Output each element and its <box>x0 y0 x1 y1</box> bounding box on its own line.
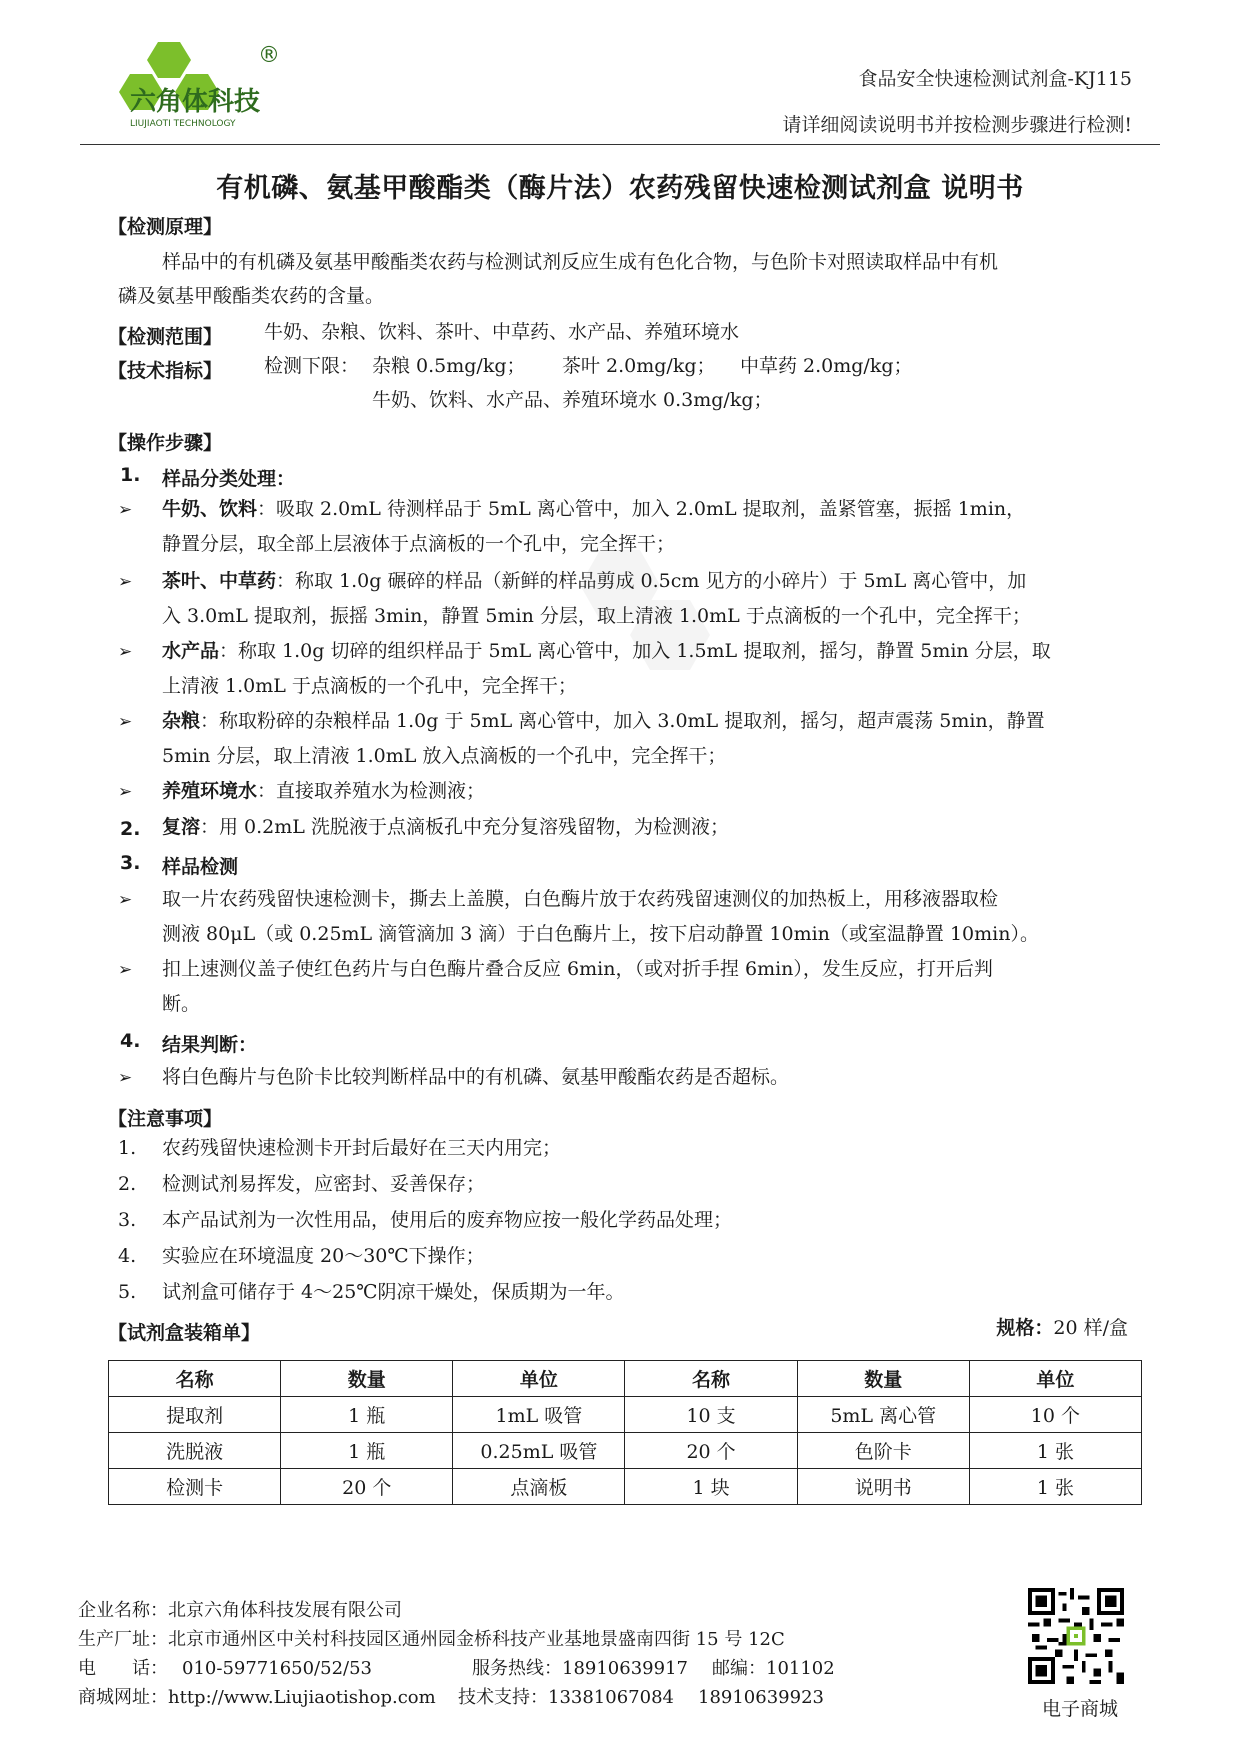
bullet-arrow-icon: ➢ <box>118 960 133 980</box>
column-header: 单位 <box>969 1361 1141 1397</box>
table-cell: 5mL 离心管 <box>797 1397 969 1433</box>
qr-label: 电子商城 <box>1041 1698 1118 1720</box>
table-cell: 1 张 <box>969 1469 1141 1505</box>
registered-mark: ® <box>258 43 280 68</box>
footer-company: 企业名称：北京六角体科技发展有限公司 <box>78 1600 402 1621</box>
tea-line-2: 入 3.0mL 提取剂，振摇 3min，静置 5min 分层，取上清液 1.0mL 于点滴板的一个孔中，完全挥干； <box>162 605 1031 627</box>
spec-label: 规格： <box>996 1317 1054 1339</box>
spec-tea: 茶叶 2.0mg/kg； <box>562 355 716 377</box>
spec-herb: 中草药 2.0mg/kg； <box>740 355 913 377</box>
milk-line-1: ：吸取 2.0mL 待测样品于 5mL 离心管中，加入 2.0mL 提取剂，盖紧管塞，振摇 1min， <box>257 498 1026 520</box>
step-1-title: 样品分类处理： <box>162 468 296 490</box>
scope-heading: 【检测范围】 <box>108 326 223 348</box>
detection-2-line-1: 扣上速测仪盖子使红色药片与白色酶片叠合反应 6min，（或对折手捏 6min），发生反应，打开后判 <box>162 958 993 980</box>
table-cell: 20 个 <box>625 1433 797 1469</box>
bullet-arrow-icon: ➢ <box>118 572 133 592</box>
shop-link[interactable]: http://www.Liujiaotishop.com <box>168 1687 436 1708</box>
notes-list <box>118 1130 732 1310</box>
table-header-row <box>109 1361 1142 1397</box>
table-row <box>109 1433 1142 1469</box>
table-cell: 10 支 <box>625 1397 797 1433</box>
company-logo <box>100 38 300 138</box>
grain-line-2: 5min 分层，取上清液 1.0mL 放入点滴板的一个孔中，完全挥干； <box>162 745 727 767</box>
tea-line-1: ：称取 1.0g 碾碎的样品（新鲜的样品剪成 0.5cm 见方的小碎片）于 5mL 离心管中，加 <box>276 570 1027 592</box>
detection-step-2 <box>162 952 1137 1022</box>
grain-procedure <box>162 704 1137 774</box>
footer-contact: 电 话： 010-59771650/52/53 服务热线：18910639917 邮编：101102 <box>78 1658 835 1679</box>
product-line: 食品安全快速检测试剂盒-KJ115 <box>858 68 1132 90</box>
result-judgement: 将白色酶片与色阶卡比较判断样品中的有机磷、氨基甲酸酯农药是否超标。 <box>162 1066 790 1088</box>
notes-heading: 【注意事项】 <box>108 1108 223 1130</box>
qr-code-icon[interactable] <box>1028 1588 1124 1684</box>
note-item: 4. 实验应在环境温度 20～30℃下操作； <box>118 1245 485 1267</box>
water-procedure <box>162 774 1137 809</box>
step-4-title: 结果判断： <box>162 1034 258 1056</box>
table-cell: 1mL 吸管 <box>453 1397 625 1433</box>
column-header: 单位 <box>453 1361 625 1397</box>
redissolve-step <box>162 810 1137 845</box>
table-cell: 点滴板 <box>453 1469 625 1505</box>
water-line-1: ：直接取养殖水为检测液； <box>257 780 486 802</box>
step-1-number: 1. <box>120 464 141 486</box>
detection-step-1 <box>162 882 1137 952</box>
bullet-arrow-icon: ➢ <box>118 782 133 802</box>
tea-label: 茶叶、中草药 <box>162 570 277 592</box>
spec-milk-etc: 牛奶、饮料、水产品、养殖环境水 0.3mg/kg； <box>372 389 773 411</box>
table-cell: 色阶卡 <box>797 1433 969 1469</box>
table-cell: 提取剂 <box>109 1397 281 1433</box>
detection-1-line-2: 测液 80μL（或 0.25mL 滴管滴加 3 滴）于白色酶片上，按下启动静置 10min（或室温静置 10min）。 <box>162 923 1039 945</box>
scope-text: 牛奶、杂粮、饮料、茶叶、中草药、水产品、养殖环境水 <box>264 321 740 343</box>
bullet-arrow-icon: ➢ <box>118 500 133 520</box>
grain-label: 杂粮 <box>162 710 201 732</box>
footer-web: 商城网址：http://www.Liujiaotishop.com 技术支持：13381067084 18910639923 <box>78 1687 824 1708</box>
spec-grain: 杂粮 0.5mg/kg； <box>372 355 526 377</box>
aquatic-label: 水产品 <box>162 640 220 662</box>
logo-en-text: LIUJIAOTI TECHNOLOGY <box>130 119 236 129</box>
table-cell: 1 瓶 <box>281 1433 453 1469</box>
logo-cn-text: 六角体科技 <box>130 87 261 117</box>
document-title: 有机磷、氨基甲酸酯类（酶片法）农药残留快速检测试剂盒 说明书 <box>216 173 1024 204</box>
step-4-number: 4. <box>120 1030 141 1052</box>
packing-spec <box>996 1310 1128 1346</box>
bullet-arrow-icon: ➢ <box>118 1068 133 1088</box>
specs-heading: 【技术指标】 <box>108 360 223 382</box>
header-divider <box>80 144 1160 145</box>
detection-2-line-2: 断。 <box>162 993 201 1015</box>
footer-address: 生产厂址：北京市通州区中关村科技园区通州园金桥科技产业基地景盛南四街 15 号 12C <box>78 1629 785 1650</box>
aquatic-line-1: ：称取 1.0g 切碎的组织样品于 5mL 离心管中，加入 1.5mL 提取剂，摇匀，静置 5min 分层，取 <box>219 640 1051 662</box>
packing-table <box>108 1360 1142 1505</box>
step-2-title: 复溶 <box>162 816 201 838</box>
column-header: 名称 <box>109 1361 281 1397</box>
table-cell: 10 个 <box>969 1397 1141 1433</box>
table-cell: 洗脱液 <box>109 1433 281 1469</box>
table-cell: 1 瓶 <box>281 1397 453 1433</box>
spec-value: 20 样/盒 <box>1053 1317 1128 1339</box>
principle-heading: 【检测原理】 <box>108 216 223 238</box>
table-cell: 1 块 <box>625 1469 797 1505</box>
bullet-arrow-icon: ➢ <box>118 712 133 732</box>
column-header: 数量 <box>281 1361 453 1397</box>
table-row <box>109 1469 1142 1505</box>
step-3-number: 3. <box>120 852 141 874</box>
specs-label: 检测下限： <box>264 355 360 377</box>
principle-line-1: 样品中的有机磷及氨基甲酸酯类农药与检测试剂反应生成有色化合物，与色阶卡对照读取样品中有机 <box>162 251 999 273</box>
detection-1-line-1: 取一片农药残留快速检测卡，撕去上盖膜，白色酶片放于农药残留速测仪的加热板上，用移液器取检 <box>162 888 999 910</box>
table-cell: 检测卡 <box>109 1469 281 1505</box>
column-header: 数量 <box>797 1361 969 1397</box>
step-2-number: 2. <box>120 818 141 840</box>
note-item: 1. 农药残留快速检测卡开封后最好在三天内用完； <box>118 1137 562 1159</box>
table-cell: 0.25mL 吸管 <box>453 1433 625 1469</box>
step-2-text: ：用 0.2mL 洗脱液于点滴板孔中充分复溶残留物，为检测液； <box>200 816 729 838</box>
table-cell: 1 张 <box>969 1433 1141 1469</box>
bullet-arrow-icon: ➢ <box>118 642 133 662</box>
grain-line-1: ：称取粉碎的杂粮样品 1.0g 于 5mL 离心管中，加入 3.0mL 提取剂，摇匀，超声震荡 5min，静置 <box>200 710 1045 732</box>
water-label: 养殖环境水 <box>162 780 258 802</box>
table-cell: 说明书 <box>797 1469 969 1505</box>
principle-line-2: 磷及氨基甲酸酯类农药的含量。 <box>118 285 385 307</box>
note-item: 2. 检测试剂易挥发，应密封、妥善保存； <box>118 1173 486 1195</box>
step-3-title: 样品检测 <box>162 856 239 878</box>
note-item: 5. 试剂盒可储存于 4～25℃阴凉干燥处，保质期为一年。 <box>118 1281 625 1303</box>
aquatic-line-2: 上清液 1.0mL 于点滴板的一个孔中，完全挥干； <box>162 675 577 697</box>
table-row <box>109 1397 1142 1433</box>
packing-heading: 【试剂盒装箱单】 <box>108 1322 261 1344</box>
read-notice: 请详细阅读说明书并按检测步骤进行检测! <box>782 114 1132 136</box>
milk-label: 牛奶、饮料 <box>162 498 258 520</box>
aquatic-procedure <box>162 634 1137 704</box>
steps-heading: 【操作步骤】 <box>108 432 223 454</box>
milk-line-2: 静置分层，取全部上层液体于点滴板的一个孔中，完全挥干； <box>162 533 676 555</box>
tea-procedure <box>162 564 1137 634</box>
bullet-arrow-icon: ➢ <box>118 890 133 910</box>
table-cell: 20 个 <box>281 1469 453 1505</box>
milk-procedure <box>162 492 1137 562</box>
column-header: 名称 <box>625 1361 797 1397</box>
note-item: 3. 本产品试剂为一次性用品，使用后的废弃物应按一般化学药品处理； <box>118 1209 733 1231</box>
